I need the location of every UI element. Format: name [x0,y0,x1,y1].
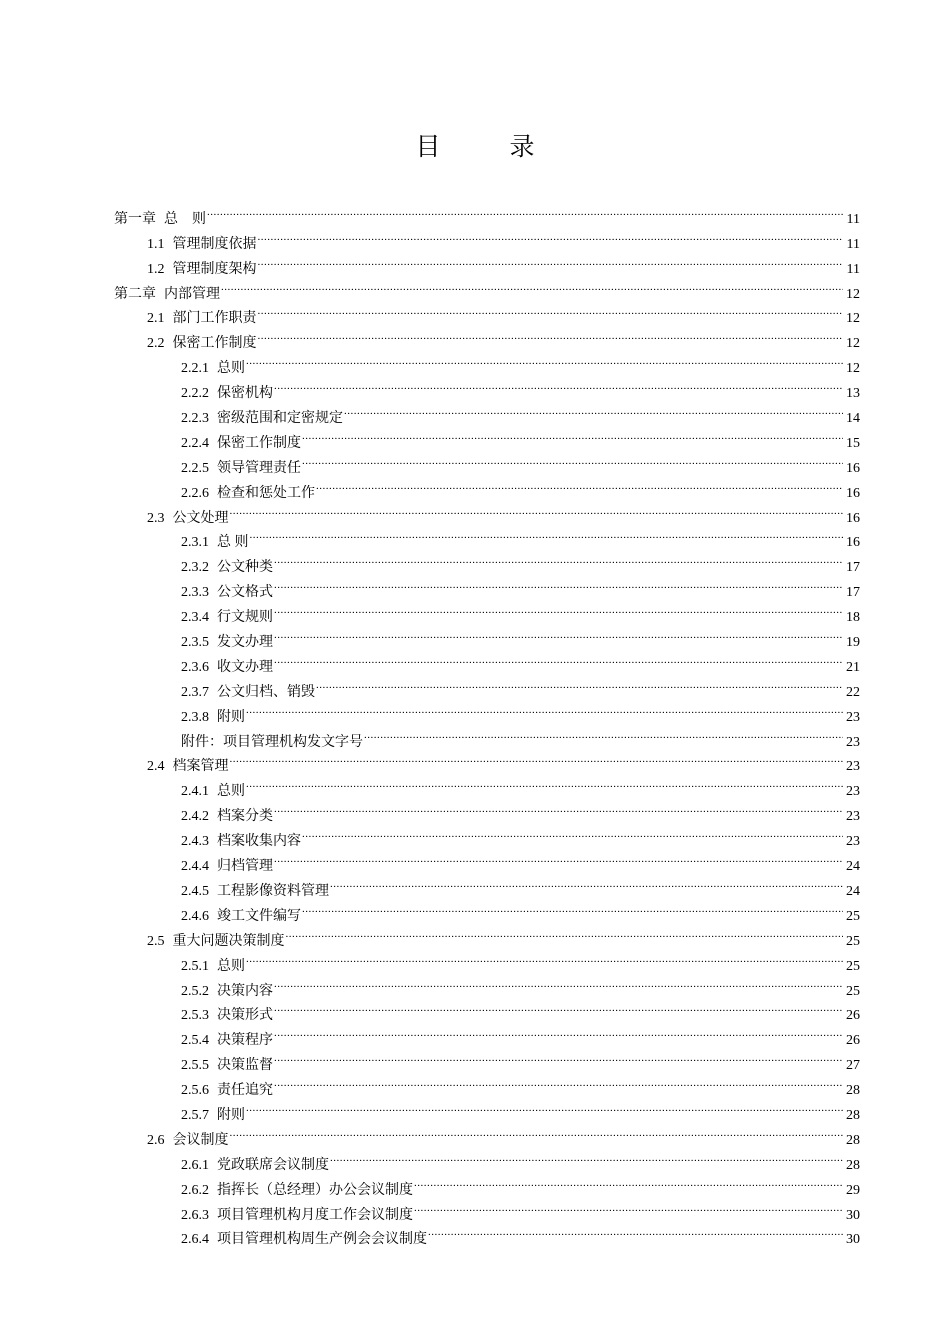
toc-entry-page-number: 16 [846,485,860,501]
toc-entry-label: 总 则 [164,211,206,227]
toc-entry-page-number: 16 [846,460,860,476]
toc-entry-page-number: 11 [846,236,860,252]
toc-entry-number: 2.4 [147,759,165,775]
toc-entry-label: 档案收集内容 [217,834,301,850]
toc-entry-number: 2.5 [147,933,165,949]
toc-entry-number: 2.3.5 [181,635,209,651]
dot-leader [274,1044,843,1069]
toc-entry-label: 公文处理 [172,510,229,526]
toc-entry-label: 决策内容 [217,983,273,999]
toc-entry-label: 保密机构 [217,386,273,402]
dot-leader [221,273,843,298]
dot-leader [302,820,843,845]
dot-leader [302,447,843,472]
dot-leader [344,397,843,422]
dot-leader [258,298,844,323]
toc-entry-page-number: 23 [846,759,860,775]
toc-entry-page-number: 19 [846,635,860,651]
toc-entry-number: 2.6.2 [181,1182,209,1198]
toc-entry-page-number: 28 [846,1157,860,1173]
toc-entry-page-number: 28 [846,1132,860,1148]
toc-entry-label: 总 则 [217,535,249,551]
toc-entry-number: 1.2 [147,261,165,277]
toc-entry-page-number: 26 [846,1033,860,1049]
toc-entry-label: 档案分类 [217,809,273,825]
toc-entry-number: 2.2.1 [181,361,209,377]
toc-entry-label: 部门工作职责 [172,311,257,327]
toc-entry-page-number: 21 [846,659,860,675]
toc-entry-number: 2.5.2 [181,983,209,999]
dot-leader [246,696,843,721]
toc-entry-number: 2.2.4 [181,435,209,451]
toc-entry-label: 归档管理 [217,859,273,875]
toc-entry-number: 2.4.4 [181,859,209,875]
toc-entry-number: 1.1 [147,236,165,252]
dot-leader [274,845,843,870]
toc-entry-label: 总则 [217,361,245,377]
toc-entry-label: 内部管理 [164,286,220,302]
dot-leader [246,770,843,795]
toc-title: 目 录 [415,134,557,161]
toc-entry[interactable] [114,298,860,327]
toc-entry-label: 指挥长（总经理）办公会议制度 [217,1182,413,1198]
dot-leader [230,497,844,522]
dot-leader [274,995,843,1020]
dot-leader [230,746,844,771]
toc-entry-page-number: 29 [846,1182,860,1198]
toc-entry-number: 2.6 [147,1132,165,1148]
toc-entry-label: 保密工作制度 [172,336,257,352]
dot-leader [274,546,843,571]
toc-entry-label: 竣工文件编写 [217,908,301,924]
dot-leader [274,1019,843,1044]
toc-entry-number: 2.5.5 [181,1058,209,1074]
toc-entry-label: 总则 [217,784,245,800]
toc-entry-label: 决策程序 [217,1033,273,1049]
toc-entry-label: 重大问题决策制度 [172,933,285,949]
toc-entry-number: 2.2.5 [181,460,209,476]
dot-leader [302,895,843,920]
dot-leader [246,1094,843,1119]
dot-leader [250,522,844,547]
toc-entry-number: 2.3 [147,510,165,526]
toc-entry-number: 2.5.1 [181,958,209,974]
toc-entry-label: 公文归档、销毁 [217,684,315,700]
toc-entry-label: 档案管理 [172,759,229,775]
toc-entry-page-number: 23 [846,809,860,825]
toc-entry-page-number: 25 [846,908,860,924]
dot-leader [258,322,844,347]
toc-entry-page-number: 17 [846,560,860,576]
toc-entry-page-number: 16 [846,510,860,526]
toc-entry-number: 第二章 [114,286,156,302]
dot-leader [274,621,843,646]
toc-entry-page-number: 25 [846,983,860,999]
toc-entry-number: 2.3.6 [181,659,209,675]
dot-leader [274,372,843,397]
table-of-contents [114,198,860,1248]
toc-entry-page-number: 22 [846,684,860,700]
toc-entry-page-number: 26 [846,1008,860,1024]
toc-entry-page-number: 27 [846,1058,860,1074]
toc-entry-page-number: 12 [846,336,860,352]
dot-leader [274,795,843,820]
toc-entry-number: 2.5.4 [181,1033,209,1049]
dot-leader [302,422,843,447]
dot-leader [246,347,843,372]
toc-entry-number: 2.5.7 [181,1107,209,1123]
toc-entry-number: 2.1 [147,311,165,327]
toc-entry-page-number: 24 [846,883,860,899]
toc-entry-number: 第一章 [114,211,156,227]
dot-leader [274,596,843,621]
toc-entry-number: 2.2 [147,336,165,352]
toc-entry-number: 2.3.2 [181,560,209,576]
toc-entry-number: 2.2.6 [181,485,209,501]
toc-entry-label: 党政联席会议制度 [217,1157,329,1173]
dot-leader [316,671,843,696]
toc-entry-number: 2.4.1 [181,784,209,800]
dot-leader [274,646,843,671]
toc-entry[interactable] [114,198,860,227]
toc-entry-label: 行文规则 [217,610,273,626]
dot-leader [258,223,844,248]
dot-leader [286,920,844,945]
toc-entry-page-number: 12 [846,311,860,327]
toc-entry-page-number: 16 [846,535,860,551]
toc-entry-page-number: 12 [846,286,860,302]
toc-entry[interactable] [114,223,860,252]
toc-entry-label: 密级范围和定密规定 [217,411,343,427]
toc-entry-number: 2.2.3 [181,411,209,427]
toc-entry-label: 会议制度 [172,1132,229,1148]
toc-entry-page-number: 12 [846,361,860,377]
toc-entry-page-number: 23 [846,734,860,750]
toc-entry-page-number: 25 [846,958,860,974]
toc-entry-label: 决策形式 [217,1008,273,1024]
toc-entry-number: 2.4.2 [181,809,209,825]
dot-leader [258,248,844,273]
toc-entry-number: 2.3.8 [181,709,209,725]
toc-entry-label: 公文种类 [217,560,273,576]
toc-entry-label: 领导管理责任 [217,460,301,476]
dot-leader [274,571,843,596]
dot-leader [330,1144,843,1169]
dot-leader [364,721,843,746]
toc-entry-number: 2.3.3 [181,585,209,601]
dot-leader [330,870,843,895]
toc-entry-number: 2.3.1 [181,535,209,551]
toc-entry-page-number: 14 [846,411,860,427]
toc-entry-page-number: 25 [846,933,860,949]
toc-entry-page-number: 24 [846,859,860,875]
dot-leader [414,1169,843,1194]
toc-entry-label: 保密工作制度 [217,435,301,451]
toc-entry-number: 2.4.3 [181,834,209,850]
toc-entry-label: 责任追究 [217,1083,273,1099]
toc-entry-page-number: 30 [846,1207,860,1223]
dot-leader [230,1119,844,1144]
toc-entry-page-number: 13 [846,386,860,402]
toc-entry-label: 项目管理机构月度工作会议制度 [217,1207,413,1223]
toc-entry-label: 管理制度依据 [172,236,257,252]
toc-entry-label: 发文办理 [217,635,273,651]
toc-entry-number: 2.2.2 [181,386,209,402]
dot-leader [246,945,843,970]
dot-leader [207,198,843,223]
toc-entry-number: 2.4.5 [181,883,209,899]
toc-entry-number: 2.3.7 [181,684,209,700]
toc-entry-label: 管理制度架构 [172,261,257,277]
toc-entry-label: 公文格式 [217,585,273,601]
toc-entry-page-number: 23 [846,709,860,725]
dot-leader [316,472,843,497]
toc-entry-number: 2.4.6 [181,908,209,924]
toc-entry-number: 2.3.4 [181,610,209,626]
toc-entry-page-number: 15 [846,435,860,451]
toc-entry-number: 2.6.1 [181,1157,209,1173]
toc-entry-number: 2.5.3 [181,1008,209,1024]
toc-entry-label: 决策监督 [217,1058,273,1074]
toc-entry[interactable] [114,273,860,302]
toc-entry-label: 工程影像资料管理 [217,883,329,899]
toc-entry-page-number: 17 [846,585,860,601]
toc-entry-number: 2.6.4 [181,1232,209,1248]
dot-leader [274,1069,843,1094]
toc-entry-page-number: 23 [846,834,860,850]
toc-entry-label: 项目管理机构周生产例会会议制度 [217,1232,427,1248]
toc-entry-page-number: 23 [846,784,860,800]
toc-entry-page-number: 11 [846,211,860,227]
toc-entry-page-number: 11 [846,261,860,277]
toc-entry-number: 2.5.6 [181,1083,209,1099]
dot-leader [414,1194,843,1219]
toc-entry-page-number: 30 [846,1232,860,1248]
toc-entry-label: 附则 [217,709,245,725]
toc-entry-page-number: 28 [846,1107,860,1123]
toc-entry-page-number: 18 [846,610,860,626]
dot-leader [428,1219,843,1244]
toc-entry-number: 2.6.3 [181,1207,209,1223]
dot-leader [274,970,843,995]
toc-entry-label: 总则 [217,958,245,974]
toc-entry-label: 检查和惩处工作 [217,485,315,501]
toc-entry-page-number: 28 [846,1083,860,1099]
toc-entry-label: 附件：项目管理机构发文字号 [181,734,363,750]
toc-entry-label: 收文办理 [217,659,273,675]
toc-entry-label: 附则 [217,1107,245,1123]
